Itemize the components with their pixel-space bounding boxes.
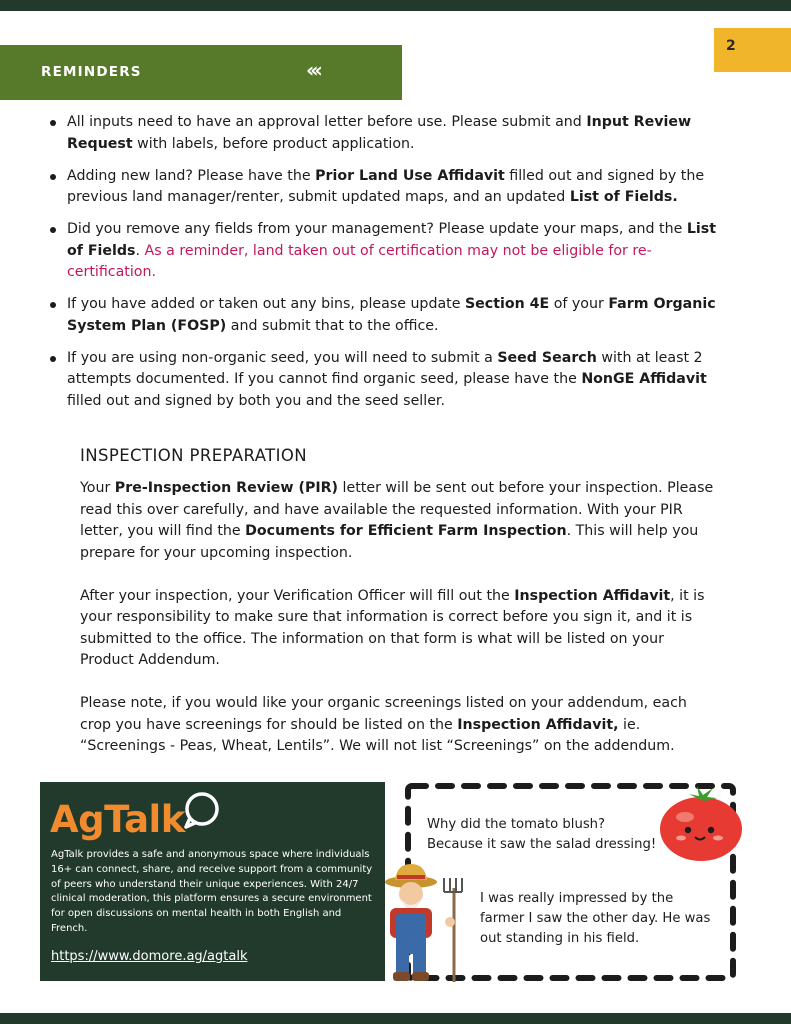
agtalk-description: AgTalk provides a safe and anonymous space where individuals 16+ can connect, share, and receive support from a community of peers who understand their unique experiences. With 24/7 clinical moderation, this platform ensures a secure environment for open discussions on mental health in both English and French. — [51, 849, 373, 934]
agtalk-panel — [40, 782, 385, 981]
chat-bubble-icon — [182, 790, 222, 830]
inspection-heading: INSPECTION PREPARATION — [80, 446, 307, 465]
top-border-bar — [0, 0, 791, 11]
inspection-body — [80, 478, 720, 779]
tomato-icon — [655, 782, 747, 864]
inspection-paragraph: Your Pre-Inspection Review (PIR) letter will be sent out before your inspection. Please read this over carefully, and have available the requested information. With your PIR letter, you will find the Documents for Efficient Farm Inspection. This will help you prepare for your upcoming inspection. — [80, 480, 714, 561]
inspection-paragraph: Please note, if you would like your organic screenings listed on your addendum, each crop you have screenings for should be listed on the Inspection Affidavit, ie. “Screenings - Peas, Wheat, Lentils”. We will not list “Screenings” on the addendum. — [80, 695, 687, 754]
farmer-icon — [378, 858, 468, 986]
reminders-banner — [0, 45, 402, 100]
page-number: 2 — [714, 28, 791, 72]
certification-warning: As a reminder, land taken out of certification may not be eligible for re-certification. — [67, 242, 652, 280]
reminder-item: If you have added or taken out any bins, please update Section 4E of your Farm Organic System Plan (FOSP) and submit that to the office. — [47, 294, 719, 337]
reminder-item: All inputs need to have an approval letter before use. Please submit and Input Review Request with labels, before product application. — [47, 112, 719, 155]
reminder-item: If you are using non-organic seed, you will need to submit a Seed Search with at least 2 attempts documented. If you cannot find organic seed, please have the NonGE Affidavit filled out and signed by both you and the seed seller. — [47, 348, 719, 413]
chevron-left-icon: ‹‹‹ — [306, 58, 319, 82]
bottom-border-bar — [0, 1013, 791, 1024]
reminders-list — [47, 112, 719, 423]
agtalk-link[interactable]: https://www.domore.ag/agtalk — [51, 949, 248, 964]
farmer-joke: I was really impressed by the farmer I saw the other day. He was out standing in his field. — [480, 891, 711, 946]
banner-title: REMINDERS — [41, 64, 142, 80]
agtalk-logo: AgTalk — [50, 798, 185, 841]
reminder-item: Adding new land? Please have the Prior Land Use Affidavit filled out and signed by the previous land manager/renter, submit updated maps, and an updated List of Fields. — [47, 166, 719, 209]
inspection-paragraph: After your inspection, your Verification Officer will fill out the Inspection Affidavit, it is your responsibility to make sure that information is correct before you sign it, and it is submitted to the office. The information on that form is what will be listed on your Product Addendum. — [80, 587, 705, 668]
tomato-joke: Why did the tomato blush? Because it saw the salad dressing! — [427, 817, 657, 852]
reminder-item: Did you remove any fields from your management? Please update your maps, and the List of Fields. As a reminder, land taken out of certification may not be eligible for re-certification. — [47, 219, 719, 284]
